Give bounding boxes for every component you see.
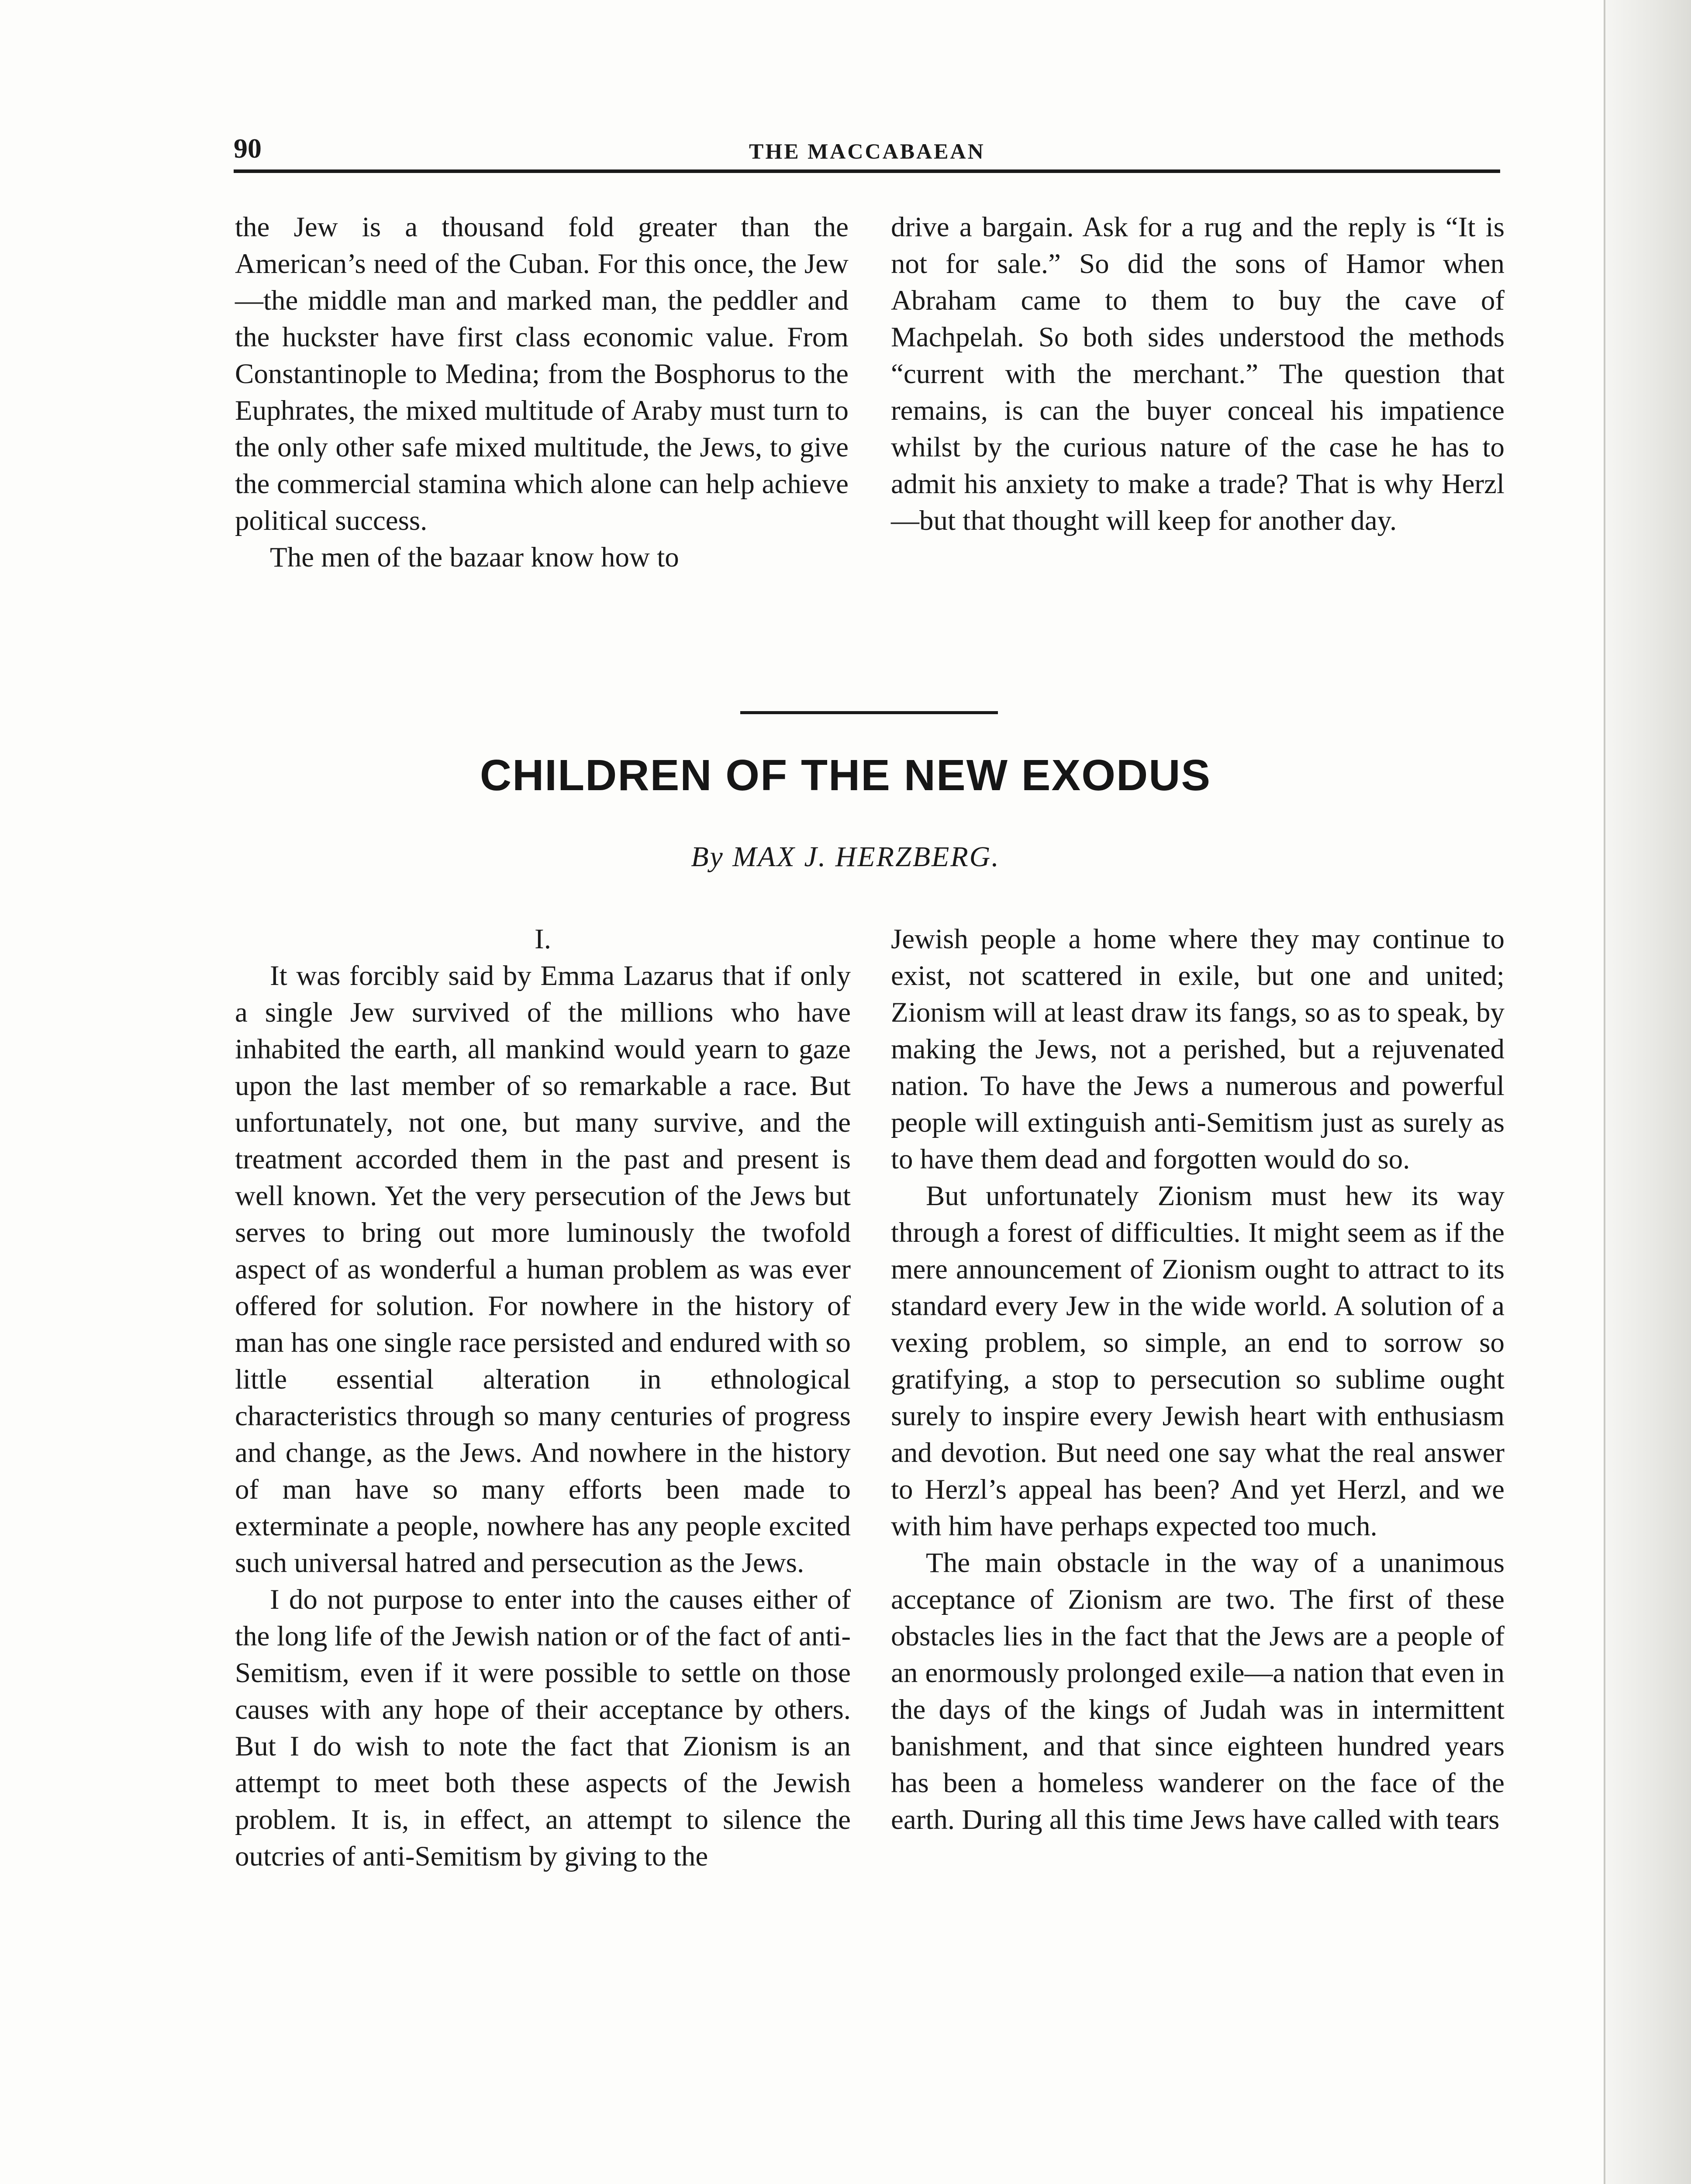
paragraph: I do not purpose to enter into the causes either of the long life of the Jewish nation or of the fact of anti-Semitism, even if it were possible to settle on those causes with any hope of their acceptance by others. But I do wish to note the fact that Zionism is an attempt to meet both these aspects of the Jewish problem. It is, in effect, an attempt to silence the outcries of anti-Semitism by giving to the	[235, 1584, 851, 1872]
article-title: CHILDREN OF THE NEW EXODUS	[480, 751, 1211, 800]
page-edge-line	[1604, 0, 1605, 2184]
article-right-column	[891, 921, 1505, 1838]
running-head: THE MACCABAEAN	[749, 139, 985, 163]
paragraph: It was forcibly said by Emma Lazarus that if only a single Jew survived of the millions who have inhabited the earth, all mankind would yearn to gaze upon the last member of so remarkable a race. But unfortunately, not one, but many survive, and the treatment accorded them in the past and present is well known. Yet the very persecution of the Jews but serves to bring out more luminously the twofold aspect of as wonderful a human problem as was ever offered for solution. For nowhere in the history of man has one single race persisted and endured with so little essential alteration in ethnological characteristics through so many centuries of progress and change, as the Jews. And nowhere in the history of man have so many efforts been made to exterminate a people, nowhere has any people excited such universal hatred and persecution as the Jews.	[235, 960, 851, 1579]
header-rule	[234, 169, 1500, 173]
page-header	[234, 131, 1500, 166]
paragraph: The main obstacle in the way of a unanimous acceptance of Zionism are two. The first of these obstacles lies in the fact that the Jews are a people of an enormously prolonged exile—a nation that even in the days of the kings of Judah was in intermittent banishment, and that since eighteen hundred years has been a homeless wanderer on the face of the earth. During all this time Jews have called with tears	[891, 1547, 1505, 1835]
paragraph: But unfortunately Zionism must hew its way through a forest of difficulties. It might seem as if the mere announcement of Zionism ought to attract to its standard every Jew in the wide world. A solution of a vexing problem, so simple, an end to sorrow so gratifying, a stop to persecution so sublime ought surely to inspire every Jewish heart with enthusiasm and devotion. But need one say what the real answer to Herzl’s appeal has been? And yet Herzl, and we with him have perhaps expected too much.	[891, 1180, 1505, 1542]
section-divider	[740, 711, 998, 714]
page-edge-shadow	[1604, 0, 1691, 2184]
previous-article-left-column	[235, 209, 849, 576]
paragraph: Jewish people a home where they may continue to exist, not scattered in exile, but one and united; Zionism will at least draw its fangs, so as to speak, by making the Jews, not a perished, but a rejuvenated nation. To have the Jews a numerous and powerful people will extinguish anti-Semitism just as surely as to have them dead and forgotten would do so.	[891, 923, 1505, 1175]
page-number: 90	[234, 133, 262, 164]
previous-article-right-column	[891, 209, 1505, 539]
section-number: I.	[535, 923, 551, 955]
article-left-column	[235, 921, 851, 1875]
paragraph: drive a bargain. Ask for a rug and the reply is “It is not for sale.” So did the sons of Hamor when Abraham came to them to buy the cave of Machpelah. So both sides understood the methods “current with the merchant.” The question that remains, is can the buyer conceal his impatience whilst by the curious nature of the case he has to admit his anxiety to make a trade? That is why Herzl—but that thought will keep for another day.	[891, 211, 1505, 536]
article-byline: By MAX J. HERZBERG.	[691, 841, 1000, 873]
paragraph: The men of the bazaar know how to	[270, 542, 679, 573]
paragraph: the Jew is a thousand fold greater than the American’s need of the Cuban. For this once, the Jew—the middle man and marked man, the peddler and the huckster have first class economic value. From Constantinople to Medina; from the Bosphorus to the Euphrates, the mixed multitude of Araby must turn to the only other safe mixed multitude, the Jews, to give the commercial stamina which alone can help achieve political success.	[235, 211, 849, 536]
